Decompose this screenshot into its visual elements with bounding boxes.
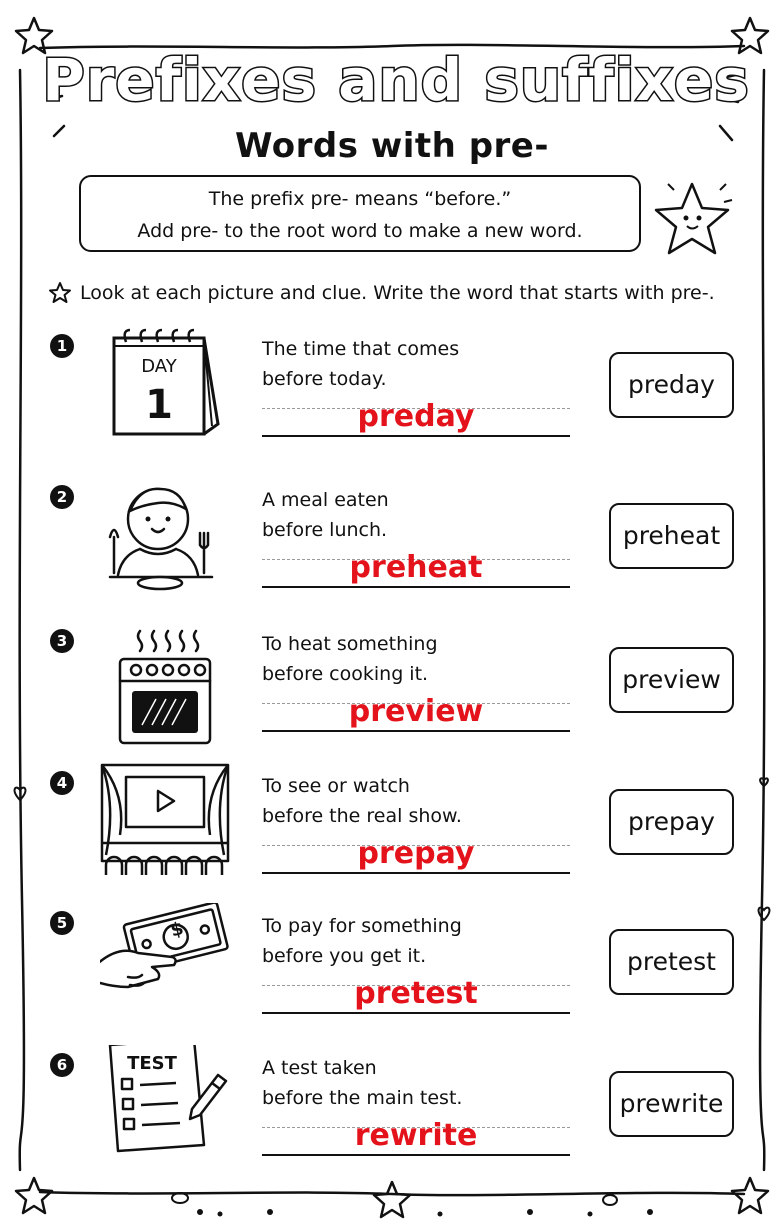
- writing-base-line: [262, 872, 570, 874]
- clue-line-1: To see or watch: [262, 775, 410, 797]
- oven-icon: [100, 621, 230, 751]
- answer-text[interactable]: pretest: [354, 976, 478, 1011]
- clue: [262, 911, 582, 971]
- writing-base-line: [262, 586, 570, 588]
- writing-base-line: [262, 435, 570, 437]
- exercise-item-2: [0, 485, 784, 625]
- answer-text[interactable]: preview: [348, 694, 484, 729]
- test-paper-icon: [100, 1045, 230, 1175]
- calendar-icon: [100, 326, 230, 456]
- theater-icon: [100, 763, 230, 893]
- calendar-day-text: DAY: [141, 356, 177, 377]
- star-icon: [48, 281, 72, 305]
- info-line-1: The prefix pre- means “before.”: [208, 188, 512, 210]
- boy-eating-icon: [100, 477, 230, 607]
- test-label-text: TEST: [127, 1053, 177, 1074]
- clue-line-1: To heat something: [262, 633, 438, 655]
- clue-line-2: before cooking it.: [262, 663, 429, 685]
- answer-text[interactable]: preheat: [349, 550, 483, 585]
- writing-base-line: [262, 1012, 570, 1014]
- word-box: preview: [609, 647, 734, 713]
- item-number: 1: [50, 334, 74, 358]
- clue-line-1: A meal eaten: [262, 489, 389, 511]
- answer-text[interactable]: rewrite: [354, 1118, 478, 1153]
- clue-line-1: To pay for something: [262, 915, 462, 937]
- info-box: [79, 175, 641, 252]
- writing-base-line: [262, 1154, 570, 1156]
- page-title: [0, 20, 784, 130]
- clue: [262, 1053, 582, 1113]
- item-number: 6: [50, 1053, 74, 1077]
- clue: [262, 629, 582, 689]
- word-box: preheat: [609, 503, 734, 569]
- item-number: 5: [50, 911, 74, 935]
- exercise-item-3: [0, 629, 784, 769]
- smiling-star-icon: [644, 170, 744, 265]
- word-box: pretest: [609, 929, 734, 995]
- answer-text[interactable]: preday: [357, 399, 475, 434]
- exercise-item-5: [0, 911, 784, 1051]
- page-title-text: Prefixes and suffixes: [42, 46, 750, 114]
- clue-line-1: A test taken: [262, 1057, 377, 1079]
- exercise-item-6: [0, 1053, 784, 1193]
- item-number: 3: [50, 629, 74, 653]
- info-line-2: Add pre- to the root word to make a new word.: [137, 220, 583, 242]
- exercise-item-1: [0, 334, 784, 474]
- clue-line-2: before the real show.: [262, 805, 462, 827]
- answer-text[interactable]: prepay: [357, 836, 475, 871]
- page-subtitle: Words with pre-: [235, 126, 549, 166]
- word-box: preday: [609, 352, 734, 418]
- clue-line-2: before you get it.: [262, 945, 427, 967]
- clue-line-2: before lunch.: [262, 519, 388, 541]
- word-box: prewrite: [609, 1071, 734, 1137]
- clue: [262, 771, 582, 831]
- calendar-number-text: 1: [145, 382, 173, 428]
- clue: [262, 485, 582, 545]
- clue-line-2: before the main test.: [262, 1087, 463, 1109]
- instruction-text: Look at each picture and clue. Write the word that starts with pre-.: [80, 282, 715, 304]
- item-number: 2: [50, 485, 74, 509]
- exercise-item-4: [0, 771, 784, 911]
- money-hand-icon: [100, 903, 230, 1033]
- dollar-sign-text: $: [168, 918, 186, 942]
- clue-line-2: before today.: [262, 368, 387, 390]
- clue-line-1: The time that comes: [262, 338, 460, 360]
- instruction: [48, 279, 748, 307]
- clue: [262, 334, 582, 394]
- word-box: prepay: [609, 789, 734, 855]
- writing-base-line: [262, 730, 570, 732]
- item-number: 4: [50, 771, 74, 795]
